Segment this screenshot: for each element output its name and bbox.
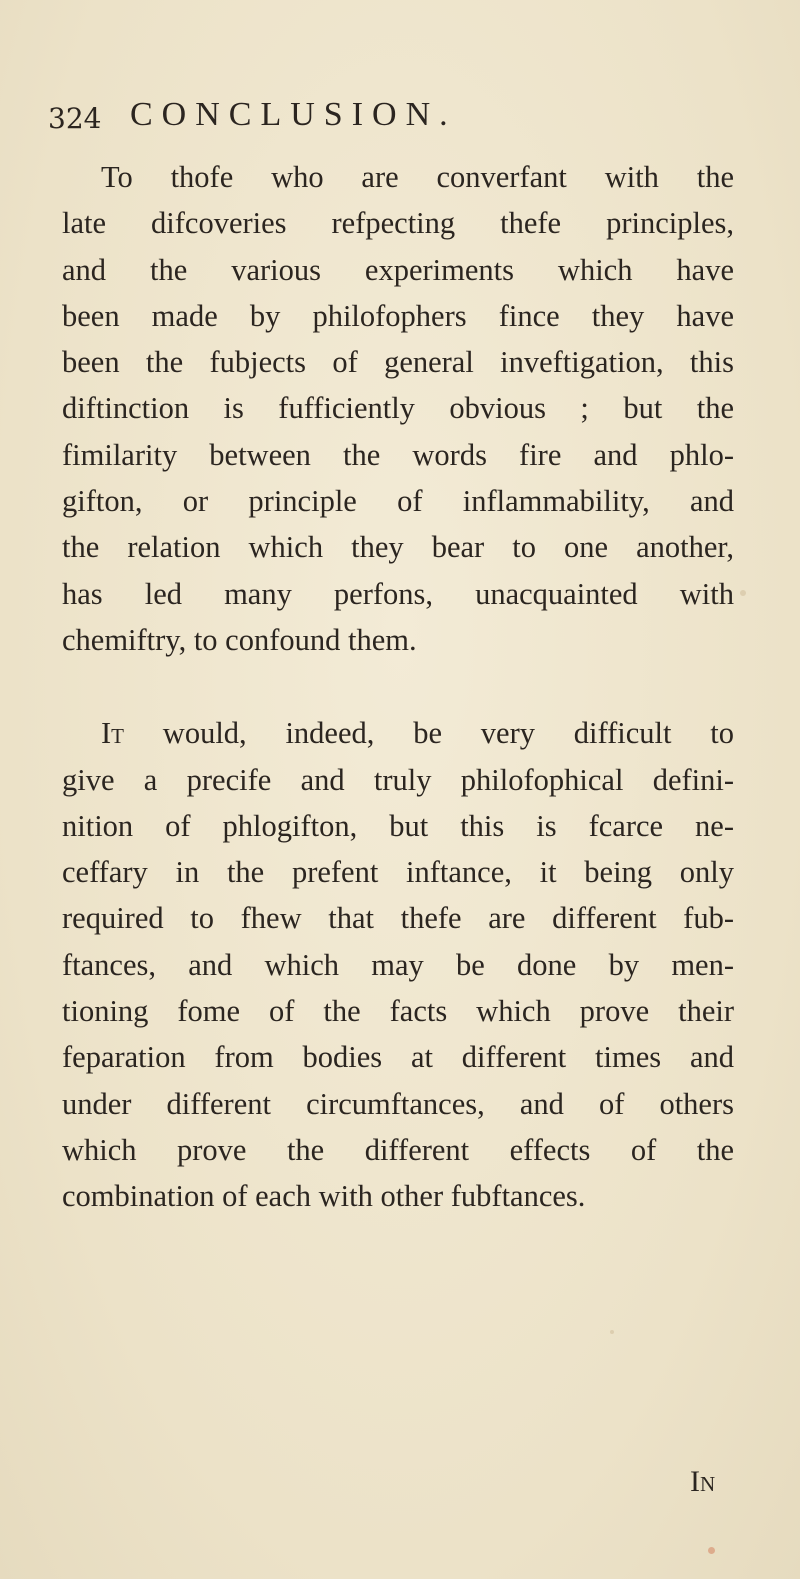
text-line: combination of each with other fubftances. bbox=[62, 1179, 586, 1214]
text-line: under different circumftances, and of others bbox=[62, 1086, 734, 1121]
text-line: which prove the different effects of the bbox=[62, 1132, 734, 1167]
text-line: has led many perfons, unacquainted with bbox=[62, 576, 734, 611]
paper-spot bbox=[740, 590, 746, 596]
text-line: been made by philofophers fince they have bbox=[62, 298, 734, 333]
text-line: ftances, and which may be done by men- bbox=[62, 947, 734, 982]
paper-spot bbox=[610, 1330, 614, 1334]
catchword: In bbox=[690, 1465, 716, 1498]
text-line bbox=[62, 710, 734, 756]
text-line: and the various experiments which have bbox=[62, 252, 734, 287]
text-line: ceffary in the prefent inftance, it being only bbox=[62, 855, 734, 890]
text-line: chemiftry, to confound them. bbox=[62, 622, 417, 657]
lead-word: It bbox=[101, 716, 124, 751]
page-number: 324 bbox=[48, 102, 102, 135]
text-line: fimilarity between the words fire and phlo- bbox=[62, 437, 734, 472]
paragraph-1 bbox=[62, 154, 734, 663]
body-text bbox=[62, 154, 734, 1220]
text-line: the relation which they bear to one another, bbox=[62, 530, 734, 565]
text-line: feparation from bodies at different times and bbox=[62, 1040, 734, 1075]
paragraph-2 bbox=[62, 710, 734, 1219]
page-header bbox=[48, 96, 748, 146]
text-line: To thofe who are converfant with the bbox=[101, 160, 734, 194]
text-line: late difcoveries refpecting thefe principles, bbox=[62, 206, 734, 241]
text-line: gifton, or principle of inflammability, and bbox=[62, 484, 734, 519]
text-line: give a precife and truly philofophical defini- bbox=[62, 762, 734, 797]
running-head: CONCLUSION. bbox=[130, 96, 457, 133]
text-line: nition of phlogifton, but this is fcarce ne- bbox=[62, 808, 734, 843]
text-line: diftinction is fufficiently obvious ; but the bbox=[62, 391, 734, 426]
text-line: been the fubjects of general inveftigation, this bbox=[62, 345, 734, 380]
line-remainder: would, indeed, be very difficult to bbox=[123, 716, 734, 751]
paper-spot bbox=[708, 1547, 715, 1554]
text-line: tioning fome of the facts which prove their bbox=[62, 994, 734, 1029]
text-line: required to fhew that thefe are different fub- bbox=[62, 901, 734, 936]
